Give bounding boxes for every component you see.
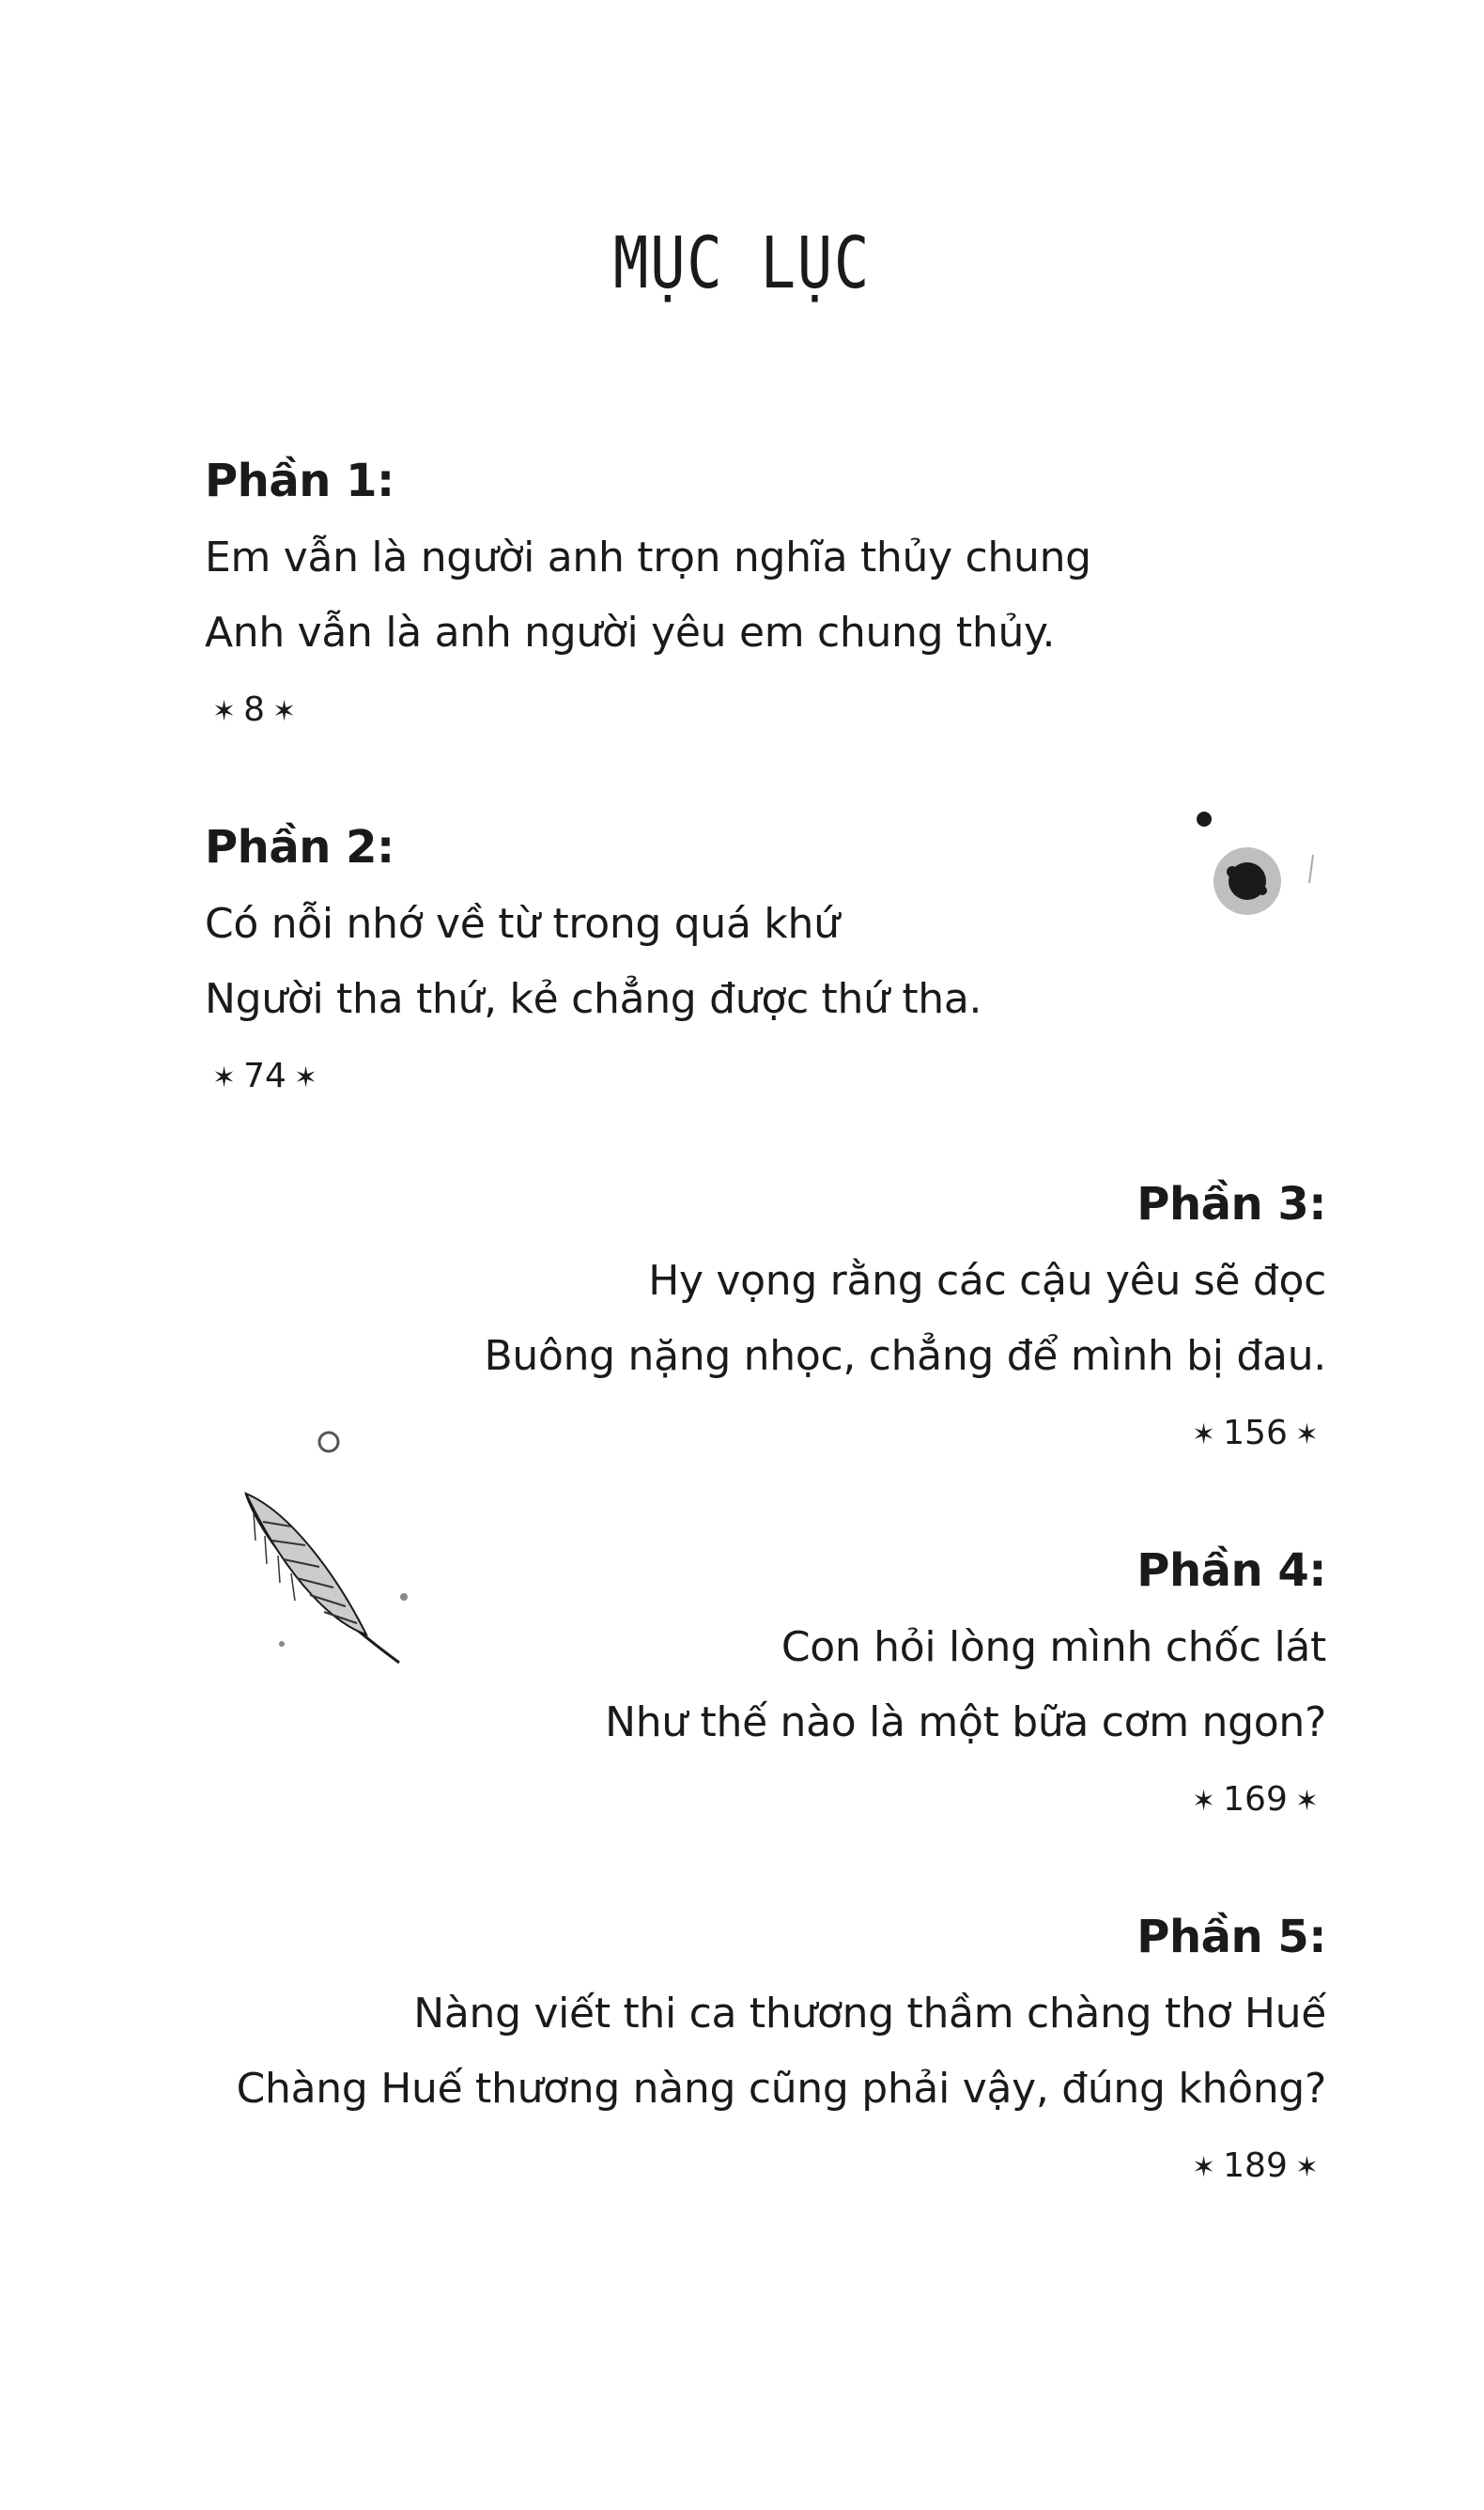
star-icon: ✶ bbox=[1294, 1418, 1319, 1451]
star-icon: ✶ bbox=[1192, 1785, 1216, 1818]
section-line: Con hỏi lòng mình chốc lát bbox=[781, 1623, 1326, 1671]
toc-section-2[interactable] bbox=[205, 817, 982, 1107]
page-number: 169 bbox=[1223, 1780, 1288, 1819]
page-title: MỤC LỤC bbox=[612, 221, 872, 304]
section-line: Anh vẫn là anh người yêu em chung thủy. bbox=[205, 609, 1056, 657]
section-page-number bbox=[237, 2138, 1326, 2196]
toc-section-1[interactable] bbox=[205, 451, 1091, 740]
section-page-number bbox=[205, 1048, 982, 1107]
star-icon: ✶ bbox=[272, 695, 297, 728]
ink-splatter-icon bbox=[1183, 798, 1315, 930]
section-heading: Phần 1: bbox=[205, 455, 394, 507]
small-circle-icon bbox=[315, 1428, 343, 1456]
star-icon: ✶ bbox=[293, 1061, 318, 1094]
toc-section-5[interactable] bbox=[237, 1907, 1326, 2196]
star-icon: ✶ bbox=[212, 695, 237, 728]
section-page-number bbox=[485, 1405, 1327, 1464]
section-heading: Phần 5: bbox=[1136, 1911, 1326, 1963]
page-number: 156 bbox=[1223, 1414, 1288, 1452]
star-icon: ✶ bbox=[1294, 1785, 1319, 1818]
page-number: 74 bbox=[243, 1057, 286, 1095]
star-icon: ✶ bbox=[212, 1061, 237, 1094]
section-line: Em vẫn là người anh trọn nghĩa thủy chung bbox=[205, 534, 1091, 581]
page-number: 189 bbox=[1223, 2146, 1288, 2185]
page-number: 8 bbox=[243, 690, 266, 729]
section-heading: Phần 4: bbox=[1136, 1544, 1326, 1597]
section-line: Như thế nào là một bữa cơm ngon? bbox=[605, 1698, 1326, 1746]
section-line: Buông nặng nhọc, chẳng để mình bị đau. bbox=[484, 1332, 1326, 1380]
section-line: Hy vọng rằng các cậu yêu sẽ đọc bbox=[648, 1257, 1326, 1305]
section-line: Người tha thứ, kẻ chẳng được thứ tha. bbox=[205, 975, 982, 1023]
toc-section-4[interactable] bbox=[605, 1541, 1326, 1830]
section-page-number bbox=[205, 682, 1091, 740]
section-line: Có nỗi nhớ về từ trong quá khứ bbox=[205, 900, 840, 948]
toc-section-3[interactable] bbox=[485, 1174, 1327, 1464]
section-page-number bbox=[605, 1772, 1326, 1830]
star-icon: ✶ bbox=[1192, 2151, 1216, 2184]
section-line: Nàng viết thi ca thương thầm chàng thơ Huế bbox=[413, 1990, 1326, 2037]
section-line: Chàng Huế thương nàng cũng phải vậy, đúng không? bbox=[236, 2065, 1326, 2113]
feather-icon bbox=[235, 1484, 413, 1672]
star-icon: ✶ bbox=[1294, 2151, 1319, 2184]
star-icon: ✶ bbox=[1192, 1418, 1216, 1451]
section-heading: Phần 3: bbox=[1136, 1178, 1326, 1231]
section-heading: Phần 2: bbox=[205, 821, 394, 874]
